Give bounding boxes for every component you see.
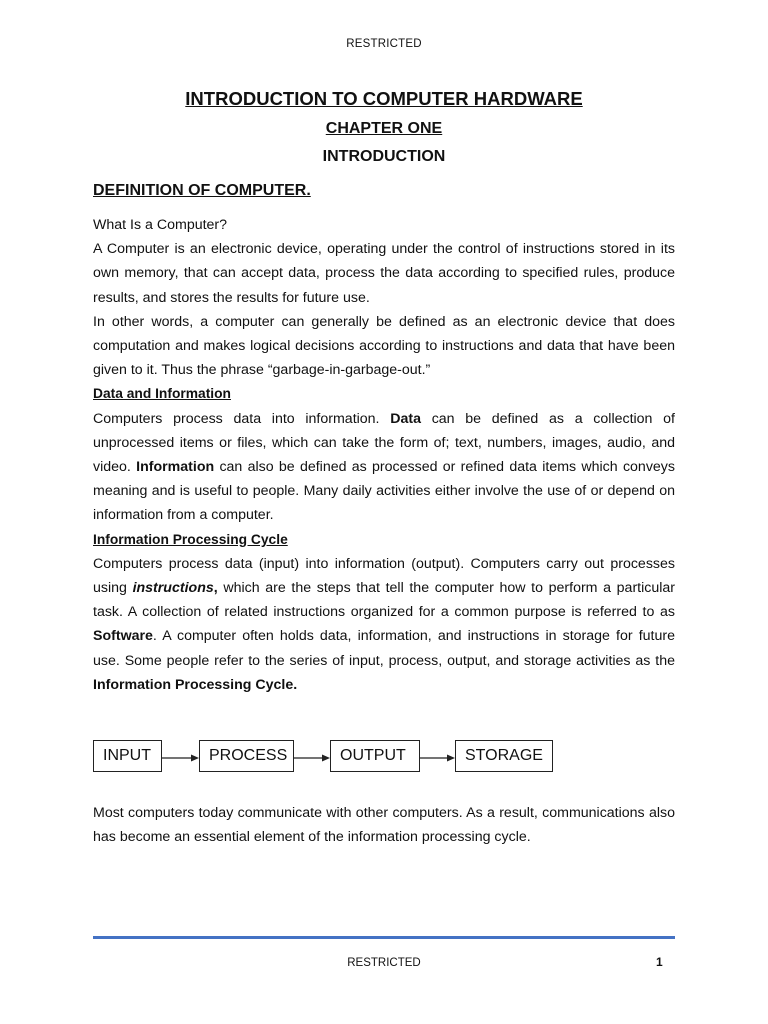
information-processing-cycle-diagram [93,740,563,776]
processing-cycle-paragraph [93,552,675,697]
chapter-label: CHAPTER ONE [325,120,443,137]
text-run: . A computer often holds data, information, and instructions in storage for future use. Some people refer to the series of input, process, output, and storage activities as the [93,628,675,669]
closing-paragraph: Most computers today communicate with other computers. As a result, communications also has become an essential element of the information processing cycle. [93,805,675,846]
bold-italic-term-instructions: instructions [132,580,214,597]
footer-restricted-mark: RESTRICTED [347,957,421,969]
bold-term-data: Data [390,410,421,427]
data-information-paragraph [93,407,675,528]
processing-cycle-heading: Information Processing Cycle [93,531,288,547]
bold-term-information-processing-cycle: Information Processing Cycle. [93,676,298,693]
diagram-box-output: OUTPUT [330,740,420,772]
what-is-question: What Is a Computer? [93,217,228,233]
arrow-right-icon [294,740,330,772]
diagram-box-storage: STORAGE [455,740,553,772]
other-words-paragraph: In other words, a computer can generally be defined as an electronic device that does computation and makes logical decisions according to instructions and data that have been given to it. Thus the phrase “garbage-in-garbage-out.” [93,313,675,379]
diagram-box-input: INPUT [93,740,162,772]
diagram-box-process: PROCESS [199,740,294,772]
body-text [93,213,675,697]
data-information-heading: Data and Information [93,386,231,402]
text-run: which are the steps that tell the computer how to perform a particular task. A collection of related instructions organized for a common purpose is referred to as [93,580,676,621]
section-heading: DEFINITION OF COMPUTER. [93,182,311,199]
text-run: Computers process data (input) into information (output). Computers carry out processes using [93,555,675,597]
text-run: can also be defined as processed or refined data items which conveys meaning and is useful to people. Many daily activities either involve the use of or depend on information from a computer. [93,459,675,524]
text-run: Computers process data into information. [93,410,391,427]
header-restricted-mark: RESTRICTED [346,38,422,50]
arrow-right-icon [420,740,455,772]
arrow-right-icon [162,740,199,772]
footer-rule [93,936,675,939]
chapter-title: INTRODUCTION [322,148,446,165]
definition-paragraph: A Computer is an electronic device, operating under the control of instructions stored in its own memory, that can accept data, process the data according to specified rules, produce results, and stores the results for future use. [93,241,675,306]
page-number: 1 [656,955,663,969]
text-run: can be defined as a collection of unprocessed items or files, which can take the form of; text, numbers, images, audio, and video. [93,410,675,476]
bold-comma: , [213,580,218,597]
document-title: INTRODUCTION TO COMPUTER HARDWARE [185,88,583,109]
bold-term-information: Information [136,459,215,476]
bold-term-software: Software [93,628,153,645]
